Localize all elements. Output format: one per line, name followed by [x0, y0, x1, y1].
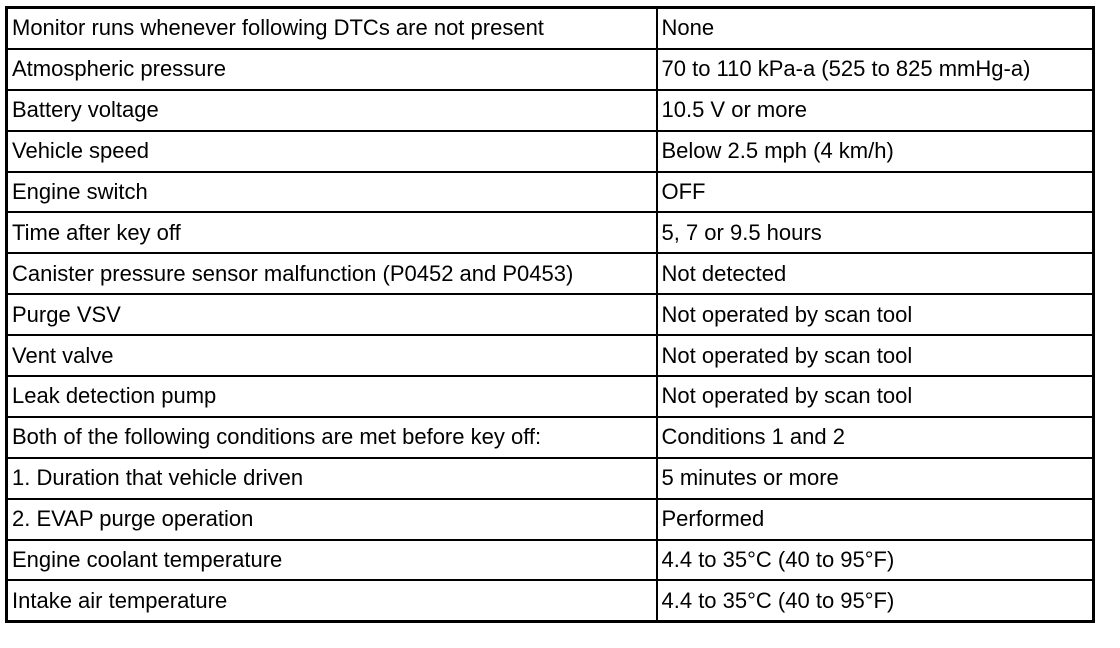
- conditions-table: [5, 6, 1095, 623]
- condition-value: Performed: [657, 499, 1094, 540]
- condition-item: Time after key off: [7, 212, 657, 253]
- condition-value: 4.4 to 35°C (40 to 95°F): [657, 540, 1094, 581]
- table-row: [7, 212, 1094, 253]
- condition-value: Not operated by scan tool: [657, 335, 1094, 376]
- condition-value: Below 2.5 mph (4 km/h): [657, 131, 1094, 172]
- table-row: [7, 580, 1094, 621]
- table-row: [7, 376, 1094, 417]
- table-row: [7, 172, 1094, 213]
- table-row: [7, 417, 1094, 458]
- condition-item: Intake air temperature: [7, 580, 657, 621]
- condition-item: Engine switch: [7, 172, 657, 213]
- condition-item: Battery voltage: [7, 90, 657, 131]
- condition-item: Both of the following conditions are met before key off:: [7, 417, 657, 458]
- table-row: [7, 8, 1094, 49]
- condition-item: Engine coolant temperature: [7, 540, 657, 581]
- condition-item: Vent valve: [7, 335, 657, 376]
- condition-value: 10.5 V or more: [657, 90, 1094, 131]
- table-row: [7, 294, 1094, 335]
- condition-value: None: [657, 8, 1094, 49]
- table-row: [7, 253, 1094, 294]
- condition-item: Leak detection pump: [7, 376, 657, 417]
- condition-value: Not operated by scan tool: [657, 376, 1094, 417]
- table-row: [7, 90, 1094, 131]
- table-row: [7, 131, 1094, 172]
- condition-value: 5 minutes or more: [657, 458, 1094, 499]
- condition-item: Purge VSV: [7, 294, 657, 335]
- condition-item: Vehicle speed: [7, 131, 657, 172]
- condition-item: Monitor runs whenever following DTCs are not present: [7, 8, 657, 49]
- condition-item: 1. Duration that vehicle driven: [7, 458, 657, 499]
- table-row: [7, 49, 1094, 90]
- condition-item: Canister pressure sensor malfunction (P0452 and P0453): [7, 253, 657, 294]
- table-row: [7, 335, 1094, 376]
- condition-item: Atmospheric pressure: [7, 49, 657, 90]
- table-row: [7, 499, 1094, 540]
- table-row: [7, 540, 1094, 581]
- condition-value: 5, 7 or 9.5 hours: [657, 212, 1094, 253]
- condition-item: 2. EVAP purge operation: [7, 499, 657, 540]
- condition-value: 4.4 to 35°C (40 to 95°F): [657, 580, 1094, 621]
- table-row: [7, 458, 1094, 499]
- condition-value: Conditions 1 and 2: [657, 417, 1094, 458]
- condition-value: Not operated by scan tool: [657, 294, 1094, 335]
- condition-value: OFF: [657, 172, 1094, 213]
- condition-value: 70 to 110 kPa-a (525 to 825 mmHg-a): [657, 49, 1094, 90]
- condition-value: Not detected: [657, 253, 1094, 294]
